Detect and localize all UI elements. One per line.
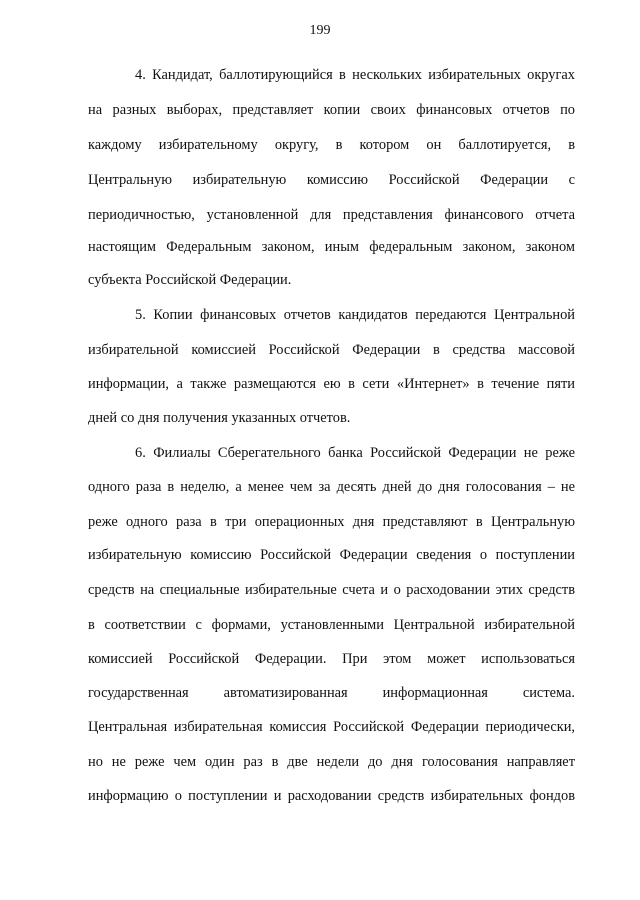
text-line: периодичностью, установленной для представления финансового отчета	[88, 207, 575, 223]
text-line: дней со дня получения указанных отчетов.	[88, 410, 351, 426]
text-line: государственная автоматизированная информационная система.	[88, 685, 575, 701]
text-line: одного раза в неделю, а менее чем за десять дней до дня голосования – не	[88, 479, 575, 495]
text-line: реже одного раза в три операционных дня представляют в Центральную	[88, 514, 575, 530]
text-line: каждому избирательному округу, в котором он баллотируется, в	[88, 137, 575, 153]
text-line: 6. Филиалы Сберегательного банка Российской Федерации не реже	[135, 445, 575, 461]
text-line: информации, а также размещаются ею в сети «Интернет» в течение пяти	[88, 376, 575, 392]
text-line: субъекта Российской Федерации.	[88, 272, 292, 288]
text-line: в соответствии с формами, установленными Центральной избирательной	[88, 617, 575, 633]
text-line: информацию о поступлении и расходовании средств избирательных фондов	[88, 788, 575, 804]
page-number: 199	[309, 23, 331, 38]
text-line: средств на специальные избирательные счета и о расходовании этих средств	[88, 582, 575, 598]
text-line: Центральную избирательную комиссию Российской Федерации с	[88, 172, 575, 188]
text-line: избирательную комиссию Российской Федерации сведения о поступлении	[88, 547, 575, 563]
text-line: 5. Копии финансовых отчетов кандидатов передаются Центральной	[135, 307, 575, 323]
text-line: избирательной комиссией Российской Федерации в средства массовой	[88, 342, 575, 358]
text-line: на разных выборах, представляет копии своих финансовых отчетов по	[88, 102, 575, 118]
text-line: настоящим Федеральным законом, иным федеральным законом, законом	[88, 239, 575, 255]
text-line: комиссией Российской Федерации. При этом может использоваться	[88, 651, 575, 667]
text-line: но не реже чем один раз в две недели до дня голосования направляет	[88, 754, 575, 770]
text-line: 4. Кандидат, баллотирующийся в нескольких избирательных округах	[135, 67, 575, 83]
text-line: Центральная избирательная комиссия Российской Федерации периодически,	[88, 719, 575, 735]
